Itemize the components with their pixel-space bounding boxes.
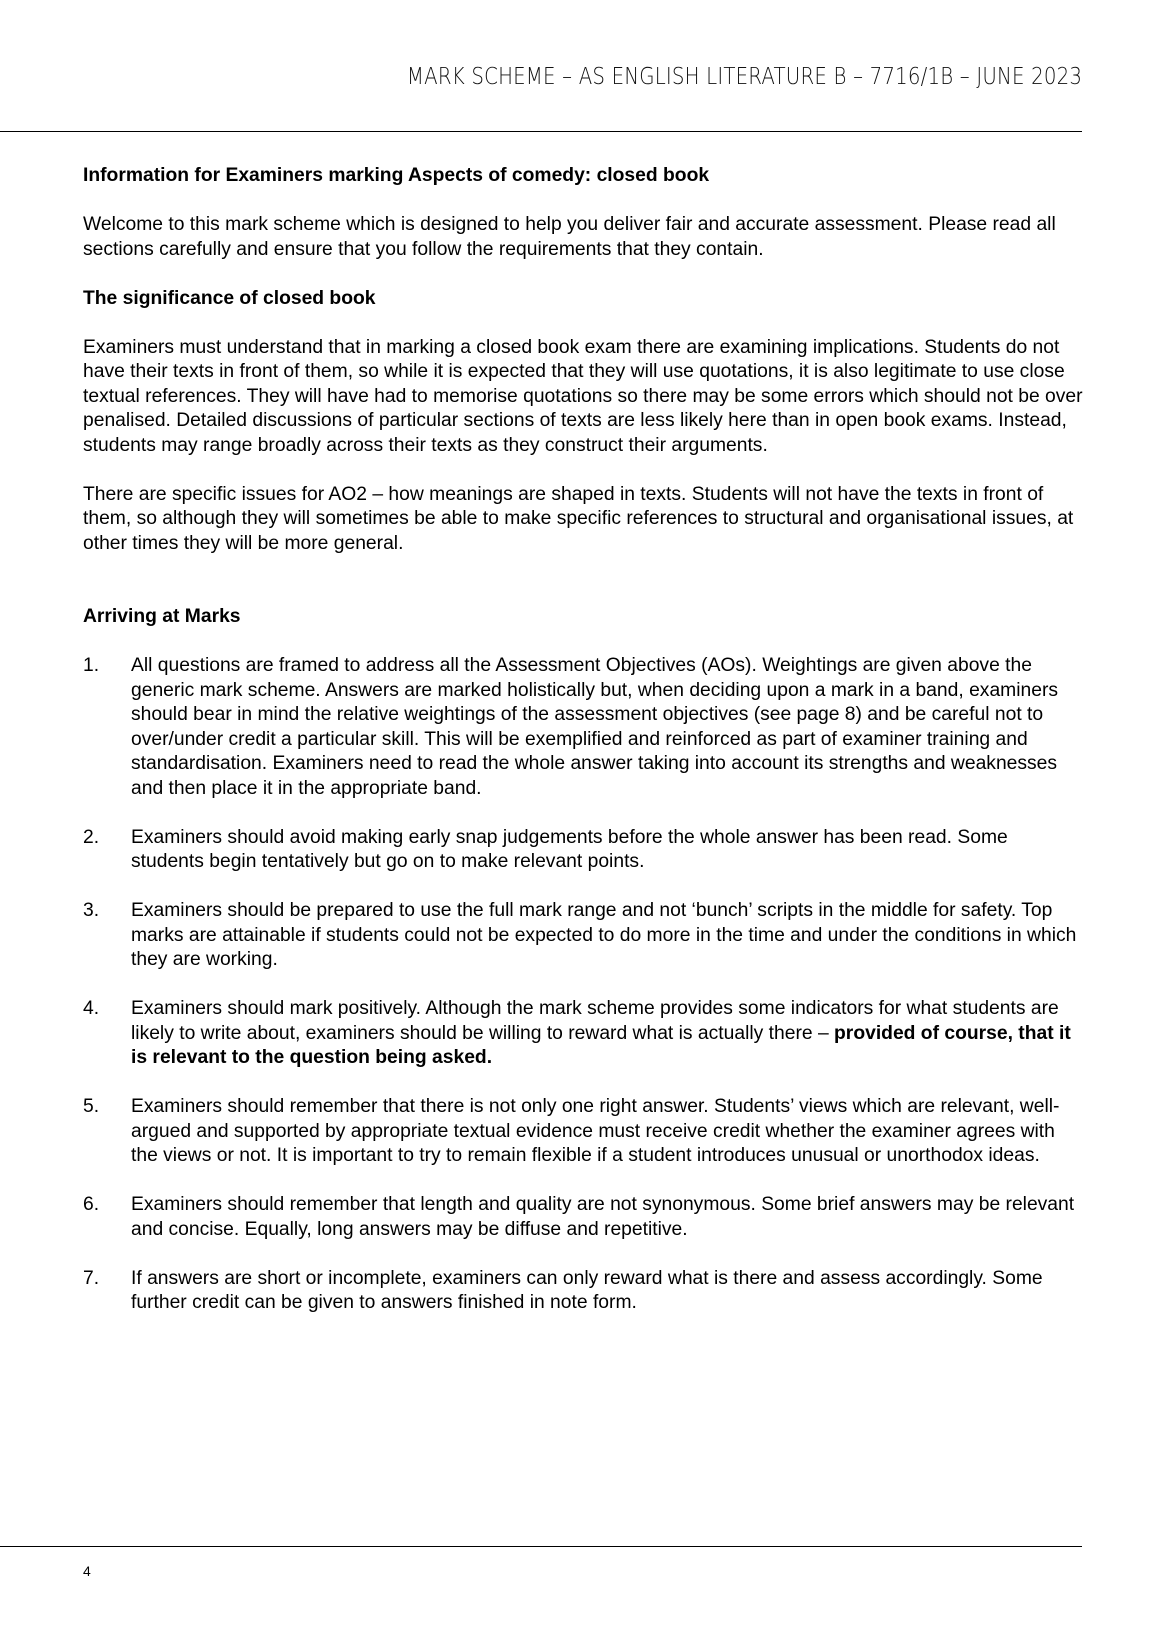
- info-heading: Information for Examiners marking Aspects of comedy: closed book: [83, 165, 710, 186]
- header-divider: [0, 131, 1082, 132]
- document-body: [83, 164, 1083, 1316]
- list-item: [83, 1095, 1083, 1169]
- list-item: [83, 1193, 1083, 1242]
- info-paragraph: Welcome to this mark scheme which is designed to help you deliver fair and accurate assessment. Please read all sections carefully and ensure that you follow the requirements that they contain.: [83, 214, 1056, 260]
- closed-book-paragraph-2: There are specific issues for AO2 – how meanings are shaped in texts. Students will not have the texts in front of them, so although they will sometimes be able to make specific references to structural and organisational issues, at other times they will be more general.: [83, 483, 1074, 554]
- list-item: [83, 899, 1083, 973]
- list-item-text: Examiners should be prepared to use the full mark range and not ‘bunch’ scripts in the middle for safety. Top marks are attainable if students could not be expected to do more in the time and under the conditions in which they are working.: [131, 900, 1077, 970]
- list-item: [83, 997, 1083, 1071]
- arriving-at-marks-list: [83, 654, 1083, 1316]
- list-item: [83, 826, 1083, 875]
- footer-divider: [0, 1546, 1082, 1547]
- closed-book-paragraph-1: Examiners must understand that in marking a closed book exam there are examining implications. Students do not have their texts in front of them, so while it is expected that they will use quotations, it is also legitimate to use close textual references. They will have had to memorise quotations so there may be some errors which should not be over penalised. Detailed discussions of particular sections of texts are less likely here than in open book exams. Instead, students may range broadly across their texts as they construct their arguments.: [83, 336, 1083, 456]
- list-item-number: 7.: [83, 1267, 100, 1289]
- page-number: 4: [83, 1563, 91, 1579]
- list-item-emphasis: provided of course, that it is relevant to the question being asked.: [131, 1022, 1071, 1068]
- list-item-text: Examiners should remember that length and quality are not synonymous. Some brief answers may be relevant and concise. Equally, long answers may be diffuse and repetitive.: [131, 1194, 1075, 1240]
- list-item-number: 4.: [83, 998, 100, 1019]
- list-item-text: Examiners should remember that there is not only one right answer. Students’ views which are relevant, well-argued and supported by appropriate textual evidence must receive credit whether the examiner agrees with the views or not. It is important to try to remain flexible if a student introduces unusual or unorthodox ideas.: [131, 1096, 1060, 1166]
- list-item-text: If answers are short or incomplete, examiners can only reward what is there and assess accordingly. Some further credit can be given to answers finished in note form.: [131, 1267, 1043, 1313]
- list-item-number: 2.: [83, 826, 100, 848]
- list-item-number: 3.: [83, 900, 100, 921]
- list-item: [83, 1267, 1083, 1316]
- list-item-text: All questions are framed to address all the Assessment Objectives (AOs). Weightings are given above the generic mark scheme. Answers are marked holistically but, when deciding upon a mark in a band, examiners should bear in mind the relative weightings of the assessment objectives (see page 8) and be careful not to over/under credit a particular skill. This will be exemplified and reinforced as part of examiner training and standardisation. Examiners need to read the whole answer taking into account its strengths and weaknesses and then place it in the appropriate band.: [131, 655, 1059, 799]
- list-item-number: 5.: [83, 1096, 100, 1117]
- list-item-text: Examiners should avoid making early snap judgements before the whole answer has been read. Some students begin tentatively but go on to make relevant points.: [131, 826, 1008, 872]
- closed-book-heading: The significance of closed book: [83, 287, 376, 309]
- arriving-at-marks-heading: Arriving at Marks: [83, 606, 241, 627]
- list-item: [83, 654, 1083, 801]
- list-item-text: Examiners should mark positively. Although the mark scheme provides some indicators for what students are likely to write about, examiners should be willing to reward what is actually there –: [131, 998, 1059, 1044]
- running-header-title: MARK SCHEME – AS ENGLISH LITERATURE B – 7716/1B – JUNE 2023: [406, 64, 1082, 90]
- list-item-number: 1.: [83, 655, 100, 676]
- list-item-number: 6.: [83, 1194, 100, 1215]
